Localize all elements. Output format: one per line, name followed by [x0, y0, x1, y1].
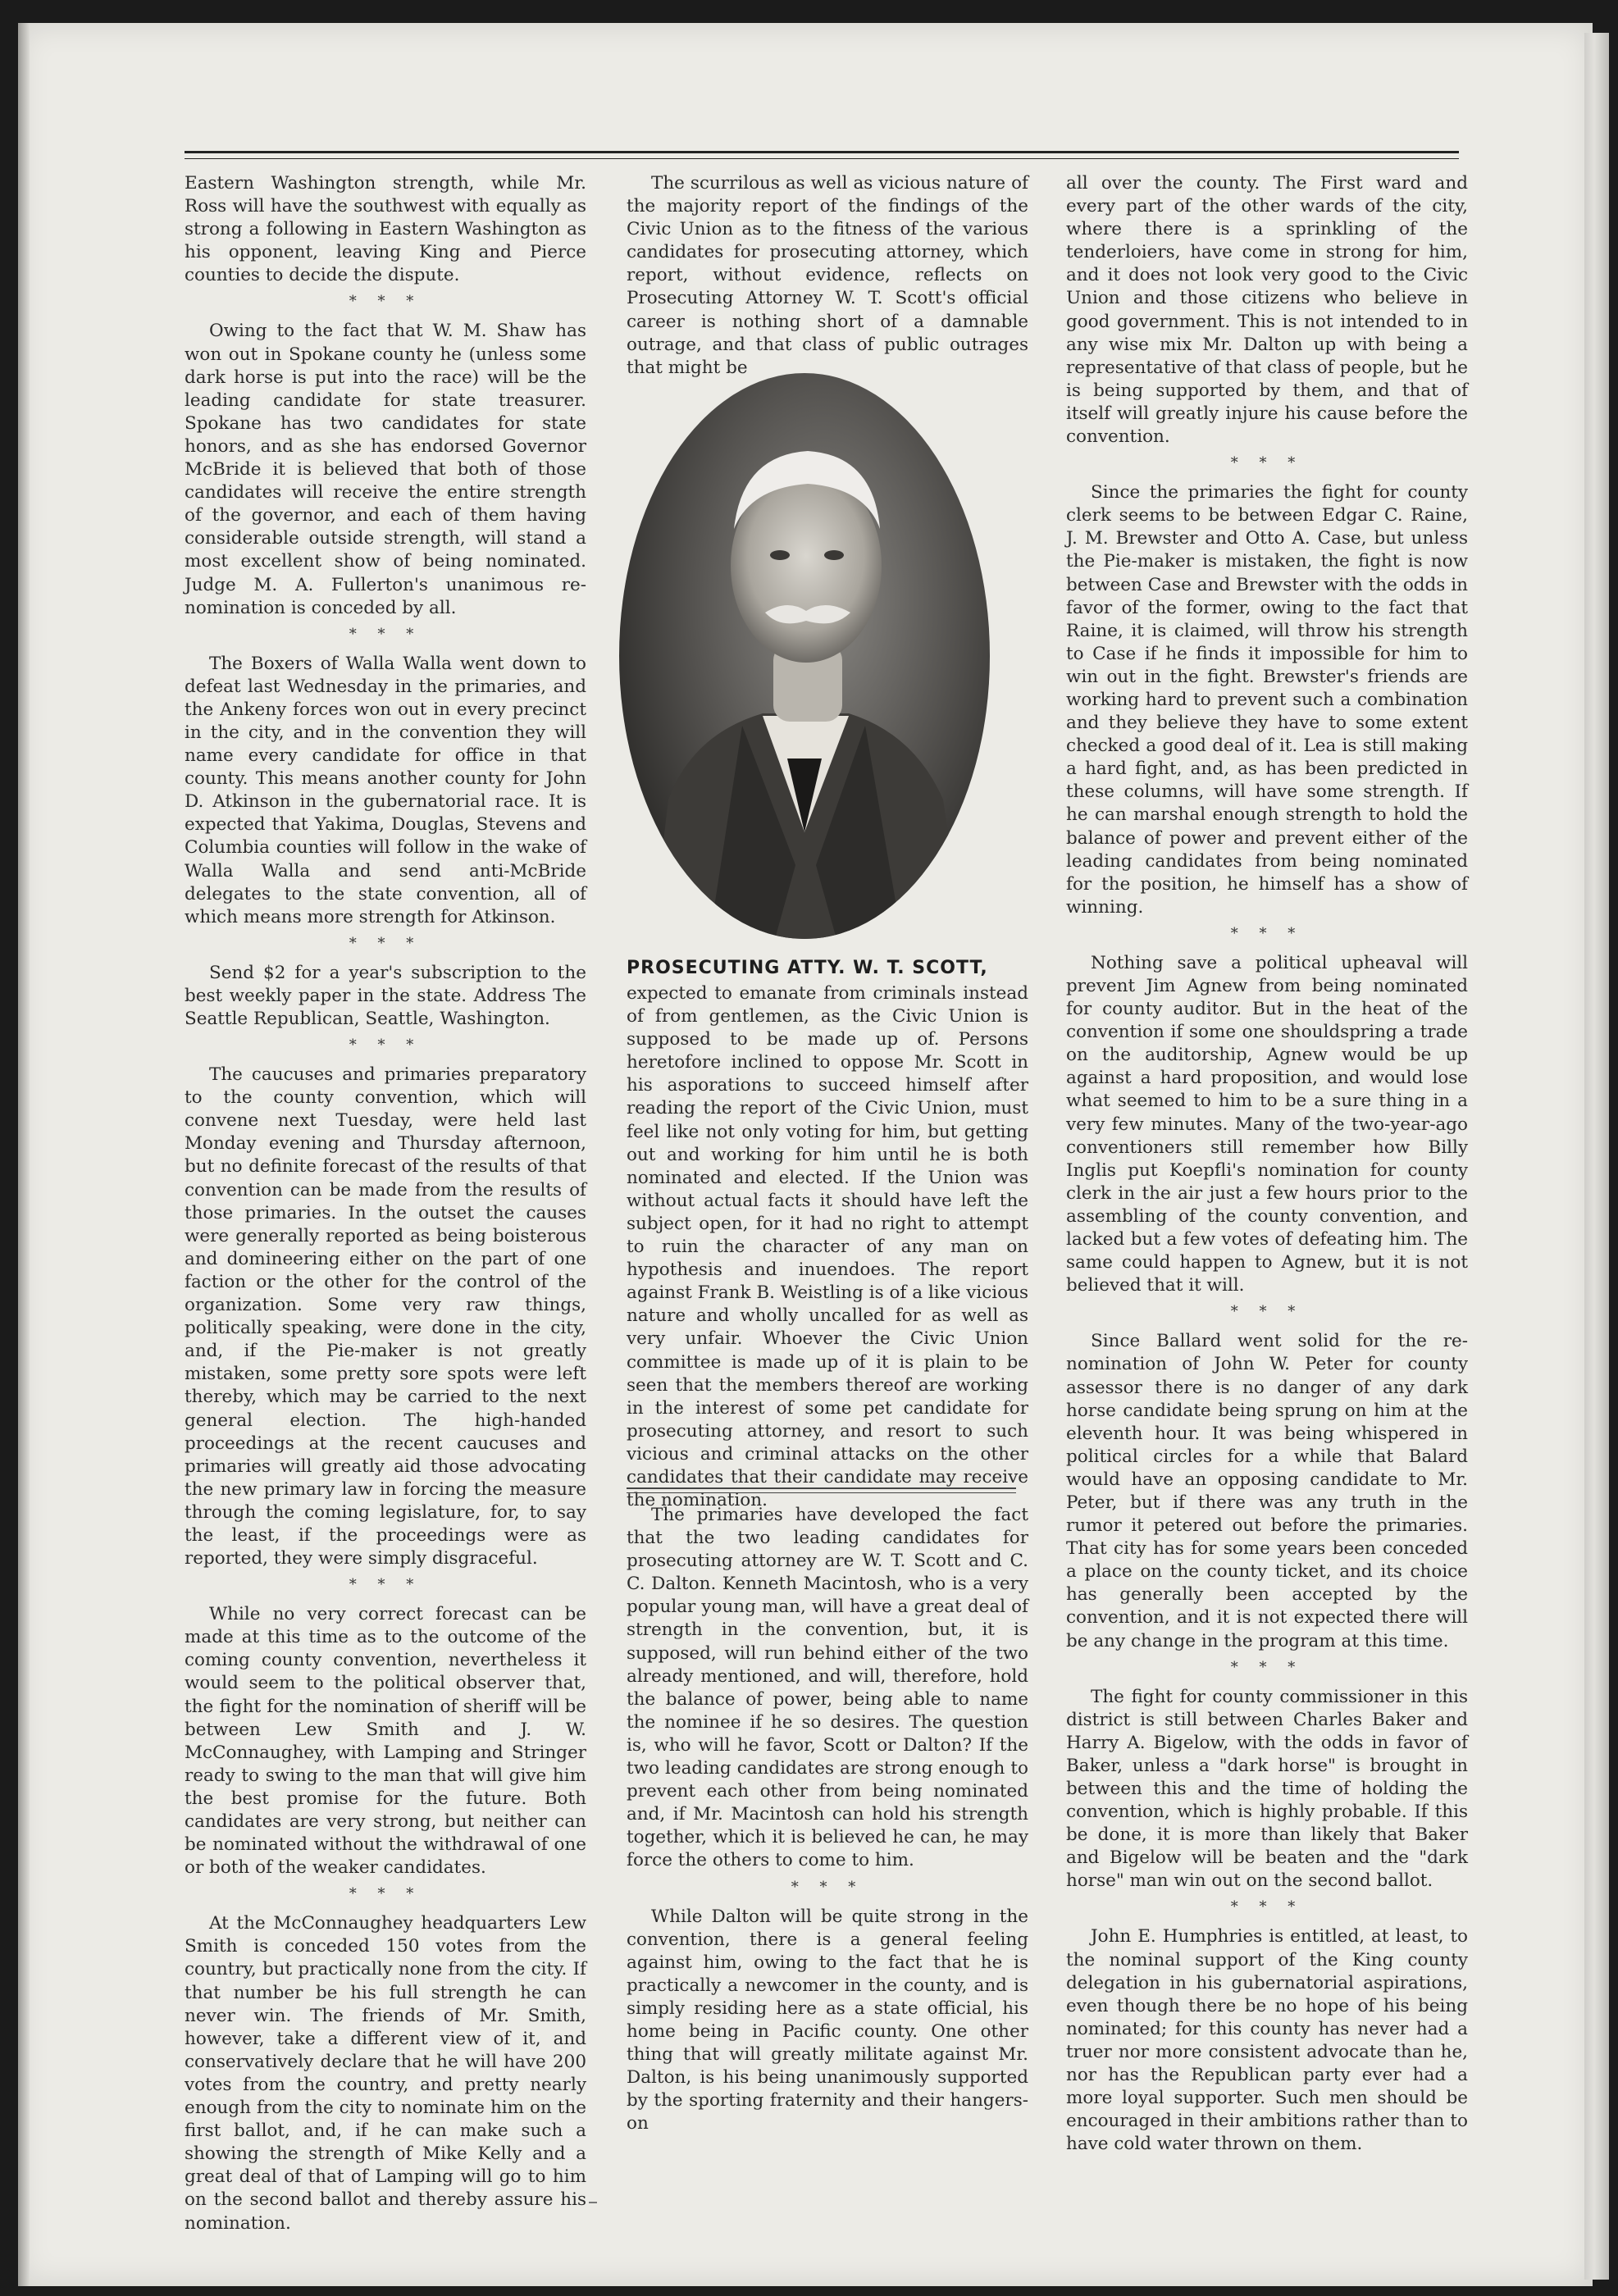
section-separator: * * *	[349, 934, 422, 952]
article-paragraph: The Boxers of Walla Walla went down to defeat last Wednesday in the primaries, and the Ankeny forces won out in every precinct in the city, and in the convention they will name every candidate for office in that county. This means another county for John D. Atkinson in the gubernatorial race. It is expected that Yakima, Douglas, Stevens and Columbia counties will follow in the wake of Walla Walla and send anti-McBride delegates to the state convention, all of which means more strength for Atkinson.	[185, 653, 586, 927]
section-separator: * * *	[349, 1576, 422, 1594]
article-paragraph: At the McConnaughey headquarters Lew Smith is conceded 150 votes from the country, but practically none from the city. If that number be his full strength he can never win. The friends of Mr. Smith, however, take a different view of it, and conservatively declare that he will have 200 votes from the country, and pretty nearly enough from the city to nominate him on the first ballot, and, if he can make such a showing the strength of Mike Kelly and a great deal of that of Lamping will go to him on the second ballot and thereby assure his nomination.	[185, 1913, 586, 2234]
article-paragraph: The fight for county commissioner in this district is still between Charles Baker and Harry A. Bigelow, with the odds in favor of Baker, unless a "dark horse" is brought in between this and the time of holding the convention, which is highly probable. If this be done, it is more than likely that Baker and Bigelow will be beaten and the "dark horse" man win out on the second ballot.	[1066, 1686, 1468, 1892]
section-separator: * * *	[791, 1878, 864, 1896]
article-paragraph: While Dalton will be quite strong in the convention, there is a general feeling against him, owing to the fact that he is practically a newcomer in the county, and is simply residing here as a state official, his home being in Pacific county. One other thing that will greatly militate against Mr. Dalton, is his being unanimously supported by the sporting fraternity and their hangers-on	[627, 1906, 1028, 2134]
column-2-bottom	[627, 1504, 1028, 2140]
article-paragraph: John E. Humphries is entitled, at least, to the nominal support of the King county delegation in his gubernatorial aspirations, even though there be no hope of his being nominated; for this county has never had a truer nor more consistent advocate than he, nor has the Republican party ever had a more loyal supporter. Such men should be encouraged in their ambitions rather than to have cold water thrown on them.	[1066, 1926, 1468, 2155]
article-paragraph: Eastern Washington strength, while Mr. Ross will have the southwest with equally as strong a following in Eastern Washington as his opponent, leaving King and Pierce counties to decide the dispute.	[185, 173, 586, 286]
article-paragraph: The scurrilous as well as vicious nature of the majority report of the findings of the Civic Union as to the fitness of the various candidates for prosecuting attorney, which report, without evidence, reflects on Prosecuting Attorney W. T. Scott's official career is nothing short of a damnable outrage, and that class of public outrages that might be	[627, 173, 1028, 378]
photo-caption: PROSECUTING ATTY. W. T. SCOTT,	[627, 958, 988, 978]
article-paragraph: Owing to the fact that W. M. Shaw has won out in Spokane county he (unless some dark horse is put into the race) will be the leading candidate for state treasurer. Spokane has two candidates for state honors, and as she has endorsed Governor McBride it is believed that both of those candidates will receive the entire strength of the governor, and each of them having considerable outside strength, will stand a most excellent show of being nominated. Judge M. A. Fullerton's unanimous re-nomination is conceded by all.	[185, 321, 586, 618]
column-3	[1066, 172, 1468, 2161]
section-separator: * * *	[349, 1036, 422, 1055]
section-separator: * * *	[1230, 924, 1304, 942]
column-2-top	[627, 172, 1028, 385]
article-paragraph: Since the primaries the fight for county clerk seems to be between Edgar C. Raine, J. M. Brewster and Otto A. Case, but unless the Pie-maker is mistaken, the fight is now between Case and Brewster with the odds in favor of the former, owing to the fact that Raine, it is claimed, will throw his strength to Case if he finds it impossible for him to win out in the fight. Brewster's friends are working hard to prevent such a combination and they believe they have to some extent checked a good deal of it. Lea is still making a hard fight, and, as has been predicted in these columns, will have some strength. If he can marshal enough strength to hold the balance of power and prevent either of the leading candidates from being nominated for the position, he himself has a show of winning.	[1066, 482, 1468, 918]
section-separator: * * *	[349, 625, 422, 643]
section-separator: * * *	[349, 293, 422, 311]
column-divider-rule	[627, 1487, 1016, 1493]
article-paragraph: Nothing save a political upheaval will prevent Jim Agnew from being nominated for county auditor. But in the heat of the convention if some one shouldspring a trade on the auditorship, Agnew would be up against a hard proposition, and would lose what seemed to him to be a sure thing in a very few minutes. Many of the two-year-ago conventioners still remember how Billy Inglis put Koepfli's nomination for county clerk in the air just a few hours prior to the assembling of the county convention, and lacked but a few votes of defeating him. The same could happen to Agnew, but it is not believed that it will.	[1066, 952, 1468, 1296]
article-paragraph: While no very correct forecast can be made at this time as to the outcome of the coming county convention, nevertheless it would seem to the political observer that, the fight for the nomination of sheriff will be between Lew Smith and J. W. McConnaughey, with Lamping and Stringer ready to swing to the man that will give him the best promise for the future. Both candidates are very strong, but neither can be nominated without the withdrawal of one or both of the weaker candidates.	[185, 1604, 586, 1879]
article-paragraph: The caucuses and primaries preparatory to the county convention, which will convene next Tuesday, were held last Monday evening and Thursday afternoon, but no definite forecast of the results of that convention can be made from the results of those primaries. In the outset the causes were generally reported as being boisterous and domineering either on the part of one faction or the other for the control of the organization. Some very raw things, politically speaking, were done in the city, and, if the Pie-maker is not greatly mistaken, some pretty sore spots were left thereby, which may be carried to the next general election. The high-handed proceedings at the recent caucuses and primaries will greatly aid those advocating the new primary law in forcing the measure through the coming legislature, for, to say the least, if the proceedings were as reported, they were simply disgraceful.	[185, 1064, 586, 1569]
portrait-photo	[619, 373, 990, 939]
subscription-notice: Send $2 for a year's subscription to the best weekly paper in the state. Address The Seattle Republican, Seattle, Washington.	[185, 962, 586, 1029]
column-2-middle	[627, 982, 1028, 1517]
binding-spine	[18, 23, 30, 2286]
article-paragraph: expected to emanate from criminals instead of from gentlemen, as the Civic Union is supposed to be made up of. Persons heretofore inclined to oppose Mr. Scott in his asporations to succeed himself after reading the report of the Civic Union, must feel like not only voting for him, but getting out and working for him until he is both nominated and elected. If the Union was without actual facts it should have left the subject open, for it had no right to attempt to ruin the character of any man on hypothesis and inuendoes. The report against Frank B. Weistling is of a like vicious nature and wholly uncalled for as well as very unfair. Whoever the Civic Union committee is made up of it is plain to be seen that the members thereof are working in the interest of some pet candidate for prosecuting attorney, and resort to such vicious and criminal attacks on the other candidates that their candidate may receive the nomination.	[627, 983, 1028, 1511]
section-separator: * * *	[1230, 1303, 1304, 1321]
article-paragraph: The primaries have developed the fact that the two leading candidates for prosecuting attorney are W. T. Scott and C. C. Dalton. Kenneth Macintosh, who is a very popular young man, will have a great deal of strength in the convention, but, it is supposed, will run behind either of the two already mentioned, and will, therefore, hold the balance of power, being able to name the nominee if he so desires. The question is, who will he favor, Scott or Dalton? If the two leading candidates are strong enough to prevent each other from being nominated and, if Mr. Macintosh can hold his strength together, which it is believed he can, he may force the others to come to him.	[627, 1505, 1028, 1871]
next-page-edge	[1584, 33, 1609, 2280]
top-double-rule	[185, 151, 1459, 159]
section-separator: * * *	[349, 1885, 422, 1903]
article-paragraph: all over the county. The First ward and every part of the other wards of the city, where there is a sprinkling of the tenderloiers, have come in strong for him, and it does not look very good to the Civic Union and those citizens who believe in good government. This is not intended to in any wise mix Mr. Dalton up with being a representative of that class of people, but he is being supported by them, and that of itself will greatly injure his cause before the convention.	[1066, 173, 1468, 448]
section-separator: * * *	[1230, 1898, 1304, 1916]
section-separator: * * *	[1230, 454, 1304, 472]
section-separator: * * *	[1230, 1658, 1304, 1676]
print-mark	[589, 2202, 597, 2203]
article-paragraph: Since Ballard went solid for the re-nomination of John W. Peter for county assessor there is no danger of any dark horse candidate being sprung on him at the eleventh hour. It was being whispered in political circles for a while that Balard would have an opposing candidate to Mr. Peter, but if there was any truth in the rumor it petered out before the primaries. That city has for some years been conceded a place on the county ticket, and its choice has generally been accepted by the convention, and it is not expected there will be any change in the program at this time.	[1066, 1331, 1468, 1651]
column-1	[185, 172, 586, 2240]
portrait-figure	[619, 373, 990, 939]
